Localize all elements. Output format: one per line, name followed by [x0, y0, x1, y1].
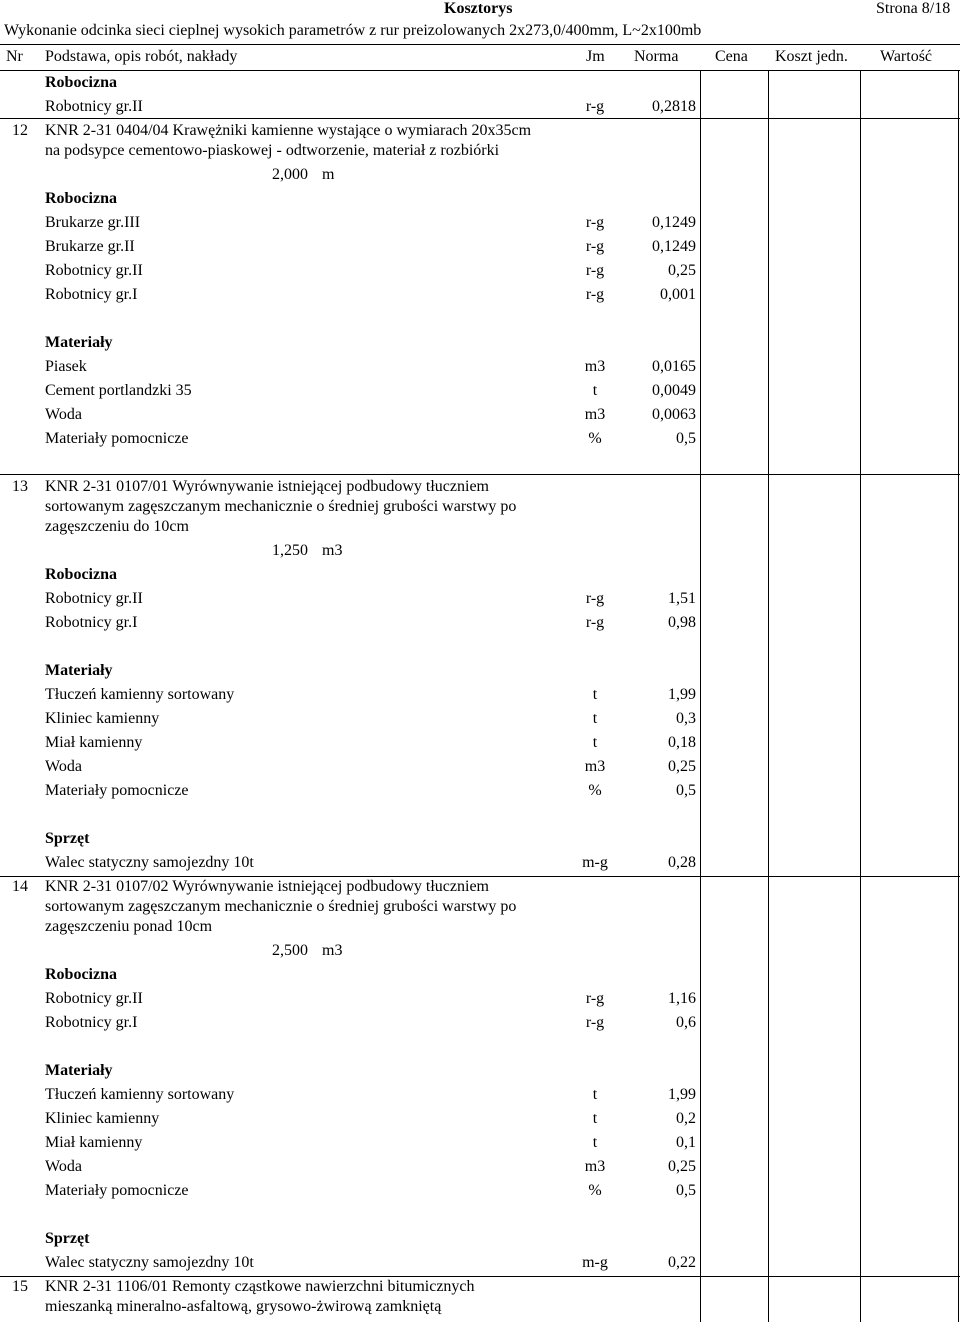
position-number: 15 [12, 1278, 28, 1295]
resource-norm: 0,25 [668, 262, 696, 279]
position-description-line: KNR 2-31 1106/01 Remonty cząstkowe nawierzchni bitumicznych [45, 1278, 475, 1295]
resource-name: Brukarze gr.II [45, 238, 135, 255]
position-quantity-unit: m3 [322, 542, 343, 559]
resource-name: Brukarze gr.III [45, 214, 141, 231]
resource-unit: t [592, 1134, 598, 1151]
col-header-price: Cena [715, 48, 748, 65]
section-heading: Materiały [45, 1062, 113, 1079]
resource-name: Materiały pomocnicze [45, 430, 189, 447]
resource-name: Robotnicy gr.II [45, 590, 143, 607]
resource-norm: 0,1 [676, 1134, 696, 1151]
resource-name: Kliniec kamienny [45, 1110, 160, 1127]
resource-unit: t [592, 686, 598, 703]
resource-name: Robotnicy gr.I [45, 614, 138, 631]
page-number: Strona 8/18 [876, 0, 951, 17]
resource-name: Woda [45, 1158, 82, 1175]
col-header-nr: Nr [6, 48, 23, 65]
resource-name: Materiały pomocnicze [45, 782, 189, 799]
resource-unit: r-g [585, 614, 605, 631]
column-rule-value [860, 70, 861, 1322]
resource-norm: 0,2818 [652, 98, 696, 115]
position-quantity: 2,500 [272, 942, 308, 959]
section-heading: Robocizna [45, 74, 117, 91]
resource-name: Cement portlandzki 35 [45, 382, 192, 399]
position-description-line: na podsypce cementowo-piaskowej - odtworzenie, materiał z rozbiórki [45, 142, 500, 159]
resource-unit: t [592, 1110, 598, 1127]
col-header-unit: Jm [586, 48, 605, 65]
column-rule-right [958, 70, 959, 1322]
resource-unit: % [588, 782, 602, 799]
position-description-line: zagęszczeniu do 10cm [45, 518, 189, 535]
resource-unit: % [588, 430, 602, 447]
position-quantity: 2,000 [272, 166, 308, 183]
section-heading: Robocizna [45, 566, 117, 583]
column-rule-price [700, 70, 701, 1322]
col-header-basis: Podstawa, opis robót, nakłady [45, 48, 238, 65]
section-heading: Materiały [45, 334, 113, 351]
resource-norm: 0,3 [676, 710, 696, 727]
resource-norm: 0,5 [676, 1182, 696, 1199]
resource-norm: 1,51 [668, 590, 696, 607]
col-header-norm: Norma [634, 48, 679, 65]
resource-unit: r-g [585, 98, 605, 115]
resource-name: Materiały pomocnicze [45, 1182, 189, 1199]
resource-unit: r-g [585, 214, 605, 231]
resource-norm: 0,001 [660, 286, 696, 303]
resource-norm: 0,1249 [652, 214, 696, 231]
resource-unit: t [592, 734, 598, 751]
position-description-line: sortowanym zagęszczanym mechanicznie o średniej grubości warstwy po [45, 498, 517, 515]
resource-name: Kliniec kamienny [45, 710, 160, 727]
col-header-unit-cost: Koszt jedn. [775, 48, 848, 65]
resource-norm: 0,18 [668, 734, 696, 751]
resource-unit: r-g [585, 286, 605, 303]
resource-norm: 0,0049 [652, 382, 696, 399]
resource-norm: 0,0063 [652, 406, 696, 423]
position-description-line: mieszanką mineralno-asfaltową, grysowo-żwirową zamkniętą [45, 1298, 442, 1315]
resource-name: Piasek [45, 358, 87, 375]
resource-norm: 0,1249 [652, 238, 696, 255]
resource-unit: m3 [584, 1158, 606, 1175]
resource-unit: r-g [585, 990, 605, 1007]
resource-name: Walec statyczny samojezdny 10t [45, 854, 254, 871]
position-description-line: zagęszczeniu ponad 10cm [45, 918, 213, 935]
section-heading: Robocizna [45, 190, 117, 207]
header-top-rule [0, 44, 960, 45]
resource-norm: 1,99 [668, 1086, 696, 1103]
resource-name: Woda [45, 758, 82, 775]
position-description-line: KNR 2-31 0107/02 Wyrównywanie istniejącej podbudowy tłuczniem [45, 878, 489, 895]
position-separator [0, 118, 960, 119]
position-separator [0, 1276, 960, 1277]
resource-unit: t [592, 1086, 598, 1103]
position-description-line: KNR 2-31 0404/04 Krawężniki kamienne wystające o wymiarach 20x35cm [45, 122, 532, 139]
resource-unit: r-g [585, 590, 605, 607]
resource-unit: m3 [584, 358, 606, 375]
position-number: 12 [12, 122, 28, 139]
resource-name: Miał kamienny [45, 734, 143, 751]
resource-name: Robotnicy gr.II [45, 262, 143, 279]
resource-norm: 0,25 [668, 1158, 696, 1175]
resource-name: Tłuczeń kamienny sortowany [45, 1086, 235, 1103]
position-description-line: sortowanym zagęszczanym mechanicznie o średniej grubości warstwy po [45, 898, 517, 915]
section-heading: Materiały [45, 662, 113, 679]
resource-norm: 0,28 [668, 854, 696, 871]
resource-unit: m-g [582, 854, 608, 871]
resource-norm: 0,5 [676, 430, 696, 447]
resource-unit: r-g [585, 262, 605, 279]
column-rule-unit-cost [768, 70, 769, 1322]
section-heading: Sprzęt [45, 1230, 90, 1247]
resource-name: Robotnicy gr.II [45, 990, 143, 1007]
position-number: 13 [12, 478, 28, 495]
resource-name: Robotnicy gr.II [45, 98, 143, 115]
section-heading: Sprzęt [45, 830, 90, 847]
position-separator [0, 474, 960, 475]
resource-unit: m-g [582, 1254, 608, 1271]
position-quantity: 1,250 [272, 542, 308, 559]
resource-unit: t [592, 710, 598, 727]
document-title: Kosztorys [444, 0, 513, 17]
resource-norm: 0,25 [668, 758, 696, 775]
col-header-value: Wartość [880, 48, 933, 65]
resource-unit: m3 [584, 758, 606, 775]
header-bottom-rule [0, 70, 960, 71]
position-separator [0, 876, 960, 877]
resource-name: Walec statyczny samojezdny 10t [45, 1254, 254, 1271]
resource-name: Miał kamienny [45, 1134, 143, 1151]
resource-name: Robotnicy gr.I [45, 286, 138, 303]
resource-norm: 0,98 [668, 614, 696, 631]
resource-name: Woda [45, 406, 82, 423]
position-number: 14 [12, 878, 28, 895]
resource-unit: t [592, 382, 598, 399]
document-subtitle: Wykonanie odcinka sieci cieplnej wysokich parametrów z rur preizolowanych 2x273,0/400mm, L~2x100mb [4, 22, 702, 39]
resource-name: Tłuczeń kamienny sortowany [45, 686, 235, 703]
position-description-line: KNR 2-31 0107/01 Wyrównywanie istniejącej podbudowy tłuczniem [45, 478, 489, 495]
resource-norm: 0,5 [676, 782, 696, 799]
resource-norm: 1,16 [668, 990, 696, 1007]
resource-norm: 0,0165 [652, 358, 696, 375]
section-heading: Robocizna [45, 966, 117, 983]
position-quantity-unit: m [322, 166, 335, 183]
resource-norm: 0,22 [668, 1254, 696, 1271]
resource-unit: r-g [585, 1014, 605, 1031]
resource-name: Robotnicy gr.I [45, 1014, 138, 1031]
resource-unit: % [588, 1182, 602, 1199]
resource-norm: 1,99 [668, 686, 696, 703]
position-quantity-unit: m3 [322, 942, 343, 959]
resource-norm: 0,2 [676, 1110, 696, 1127]
resource-unit: m3 [584, 406, 606, 423]
resource-norm: 0,6 [676, 1014, 696, 1031]
resource-unit: r-g [585, 238, 605, 255]
